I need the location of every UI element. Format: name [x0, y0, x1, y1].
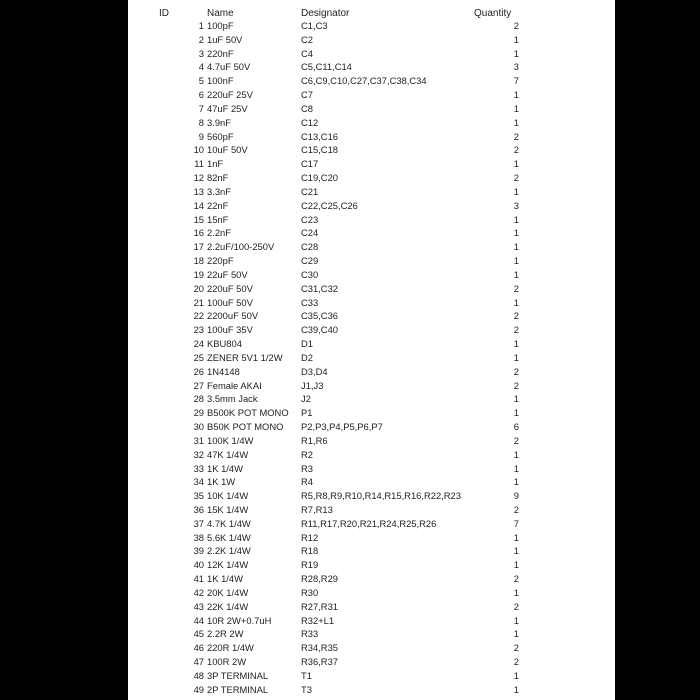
cell-id: 14	[193, 199, 204, 211]
cell-quantity: 2	[513, 573, 519, 585]
cell-id: 21	[193, 296, 204, 308]
cell-quantity: 1	[513, 338, 519, 350]
cell-name: 22K 1/4W	[207, 600, 249, 612]
cell-name: B50K POT MONO	[207, 421, 284, 433]
cell-name: 3.9nF	[207, 116, 231, 128]
cell-name: 4.7uF 50V	[207, 61, 251, 73]
cell-name: 22nF	[207, 199, 229, 211]
cell-name: 2P TERMINAL	[207, 683, 269, 695]
cell-designator: R30	[301, 586, 319, 598]
cell-designator: R28,R29	[301, 573, 339, 585]
cell-id: 46	[193, 642, 204, 654]
header-id: ID	[159, 8, 169, 19]
cell-id: 11	[194, 158, 204, 170]
cell-designator: C13,C16	[301, 130, 339, 142]
header-quantity: Quantity	[474, 8, 512, 19]
cell-name: 560pF	[207, 130, 234, 142]
table-row	[128, 462, 615, 476]
table-row	[128, 544, 615, 558]
cell-name: 2.2nF	[207, 227, 231, 239]
cell-name: 3.3nF	[207, 185, 231, 197]
table-row	[128, 268, 615, 282]
cell-id: 24	[193, 338, 204, 350]
cell-designator: R5,R8,R9,R10,R14,R15,R16,R22,R23	[301, 490, 461, 502]
cell-designator: C31,C32	[301, 282, 339, 294]
cell-name: Female AKAI	[207, 379, 262, 391]
cell-designator: C21	[301, 185, 319, 197]
cell-quantity: 1	[513, 683, 519, 695]
cell-quantity: 1	[513, 296, 519, 308]
cell-name: 220R 1/4W	[207, 642, 254, 654]
cell-id: 13	[193, 185, 204, 197]
table-row	[128, 337, 615, 351]
cell-name: 47uF 25V	[207, 102, 248, 114]
cell-quantity: 2	[513, 434, 519, 446]
table-row	[128, 641, 615, 655]
cell-designator: C28	[301, 241, 319, 253]
cell-id: 8	[198, 116, 204, 128]
cell-designator: R2	[301, 448, 313, 460]
table-row	[128, 60, 615, 74]
cell-quantity: 2	[513, 656, 519, 668]
cell-id: 37	[193, 517, 204, 529]
cell-id: 6	[198, 89, 204, 101]
cell-id: 38	[193, 531, 204, 543]
cell-designator: C17	[301, 158, 319, 170]
table-row	[128, 420, 615, 434]
table-row	[128, 517, 615, 531]
cell-quantity: 2	[513, 130, 519, 142]
table-body	[128, 19, 615, 697]
cell-name: 12K 1/4W	[207, 559, 249, 571]
cell-name: 100nF	[207, 75, 234, 87]
cell-designator: R1,R6	[301, 434, 328, 446]
cell-designator: C22,C25,C26	[301, 199, 358, 211]
cell-name: 2200uF 50V	[207, 310, 259, 322]
table-row	[128, 669, 615, 683]
cell-designator: C12	[301, 116, 319, 128]
table-row	[128, 379, 615, 393]
cell-designator: C7	[301, 89, 313, 101]
cell-designator: C6,C9,C10,C27,C37,C38,C34	[301, 75, 427, 87]
cell-name: 100uF 35V	[207, 324, 253, 336]
table-row	[128, 282, 615, 296]
cell-quantity: 3	[513, 61, 519, 73]
cell-quantity: 6	[513, 421, 519, 433]
cell-id: 5	[198, 75, 204, 87]
table-row	[128, 130, 615, 144]
cell-quantity: 1	[513, 476, 519, 488]
cell-quantity: 2	[513, 282, 519, 294]
cell-name: 10uF 50V	[207, 144, 248, 156]
table-row	[128, 185, 615, 199]
cell-name: 3P TERMINAL	[207, 669, 269, 681]
cell-id: 15	[193, 213, 204, 225]
cell-designator: R34,R35	[301, 642, 339, 654]
cell-name: 100pF	[207, 20, 234, 31]
cell-id: 17	[193, 241, 204, 253]
cell-id: 45	[193, 628, 204, 640]
cell-quantity: 1	[513, 89, 519, 101]
table-row	[128, 448, 615, 462]
table-row	[128, 503, 615, 517]
cell-quantity: 1	[513, 614, 519, 626]
cell-quantity: 1	[513, 669, 519, 681]
cell-quantity: 1	[513, 158, 519, 170]
cell-name: 2.2K 1/4W	[207, 545, 251, 557]
table-row	[128, 600, 615, 614]
cell-id: 33	[193, 462, 204, 474]
cell-quantity: 1	[513, 213, 519, 225]
table-row	[128, 143, 615, 157]
cell-id: 29	[193, 407, 204, 419]
table-row	[128, 475, 615, 489]
cell-designator: R11,R17,R20,R21,R24,R25,R26	[301, 517, 437, 529]
cell-name: 15K 1/4W	[207, 503, 249, 515]
cell-quantity: 7	[513, 517, 519, 529]
cell-designator: C15,C18	[301, 144, 339, 156]
cell-name: 220nF	[207, 47, 234, 59]
cell-quantity: 1	[513, 116, 519, 128]
table-row	[128, 240, 615, 254]
table-row	[128, 254, 615, 268]
cell-quantity: 1	[513, 268, 519, 280]
cell-id: 41	[193, 573, 204, 585]
cell-name: 100uF 50V	[207, 296, 253, 308]
cell-id: 7	[198, 102, 204, 114]
table-row	[128, 33, 615, 47]
table-row	[128, 489, 615, 503]
cell-name: 220uF 50V	[207, 282, 253, 294]
table-row	[128, 213, 615, 227]
cell-name: KBU804	[207, 338, 242, 350]
cell-designator: J2	[301, 393, 311, 405]
table-row	[128, 296, 615, 310]
cell-id: 25	[193, 351, 204, 363]
cell-quantity: 2	[513, 379, 519, 391]
cell-name: 1uF 50V	[207, 33, 243, 45]
cell-designator: C33	[301, 296, 319, 308]
cell-designator: C30	[301, 268, 319, 280]
cell-name: 220pF	[207, 255, 234, 267]
cell-name: 20K 1/4W	[207, 586, 249, 598]
cell-quantity: 1	[513, 545, 519, 557]
cell-quantity: 1	[513, 628, 519, 640]
cell-id: 3	[198, 47, 204, 59]
cell-name: 3.5mm Jack	[207, 393, 258, 405]
table-row	[128, 531, 615, 545]
cell-name: 5.6K 1/4W	[207, 531, 251, 543]
cell-id: 4	[198, 61, 204, 73]
cell-id: 34	[193, 476, 204, 488]
cell-name: 1K 1W	[207, 476, 236, 488]
cell-designator: C5,C11,C14	[301, 61, 352, 73]
cell-designator: R27,R31	[301, 600, 339, 612]
table-row	[128, 47, 615, 61]
cell-quantity: 1	[513, 227, 519, 239]
cell-designator: P1	[301, 407, 313, 419]
cell-designator: R32+L1	[301, 614, 335, 626]
cell-quantity: 2	[513, 642, 519, 654]
cell-designator: R12	[301, 531, 319, 543]
cell-name: 82nF	[207, 172, 229, 184]
cell-name: 22uF 50V	[207, 268, 248, 280]
cell-id: 42	[193, 586, 204, 598]
cell-name: B500K POT MONO	[207, 407, 289, 419]
table-row	[128, 558, 615, 572]
cell-designator: R4	[301, 476, 313, 488]
cell-id: 28	[193, 393, 204, 405]
cell-name: 10R 2W+0.7uH	[207, 614, 272, 626]
cell-id: 19	[193, 268, 204, 280]
cell-id: 16	[193, 227, 204, 239]
cell-id: 30	[193, 421, 204, 433]
cell-designator: C23	[301, 213, 319, 225]
cell-name: 1K 1/4W	[207, 573, 243, 585]
cell-id: 18	[193, 255, 204, 267]
cell-id: 31	[193, 434, 204, 446]
table-row	[128, 614, 615, 628]
table-row	[128, 323, 615, 337]
cell-designator: C29	[301, 255, 319, 267]
cell-name: 10K 1/4W	[207, 490, 249, 502]
cell-name: 100R 2W	[207, 656, 247, 668]
cell-name: 47K 1/4W	[207, 448, 249, 460]
table-row	[128, 627, 615, 641]
cell-designator: C19,C20	[301, 172, 339, 184]
cell-quantity: 1	[513, 393, 519, 405]
cell-quantity: 1	[513, 351, 519, 363]
cell-designator: D1	[301, 338, 313, 350]
cell-id: 12	[193, 172, 204, 184]
cell-designator: C4	[301, 47, 313, 59]
cell-id: 40	[193, 559, 204, 571]
cell-designator: J1,J3	[301, 379, 324, 391]
bom-sheet	[128, 0, 615, 700]
cell-id: 44	[193, 614, 204, 626]
cell-name: 2.2uF/100-250V	[207, 241, 275, 253]
cell-id: 27	[193, 379, 204, 391]
cell-name: 2.2R 2W	[207, 628, 244, 640]
cell-quantity: 2	[513, 310, 519, 322]
cell-quantity: 2	[513, 144, 519, 156]
cell-id: 20	[193, 282, 204, 294]
cell-id: 43	[193, 600, 204, 612]
cell-designator: D3,D4	[301, 365, 328, 377]
table-row	[128, 19, 615, 33]
cell-quantity: 3	[513, 199, 519, 211]
header-designator: Designator	[301, 8, 350, 19]
cell-quantity: 1	[513, 531, 519, 543]
cell-quantity: 1	[513, 185, 519, 197]
table-row	[128, 309, 615, 323]
cell-name: 15nF	[207, 213, 229, 225]
cell-designator: R19	[301, 559, 319, 571]
table-row	[128, 88, 615, 102]
cell-designator: R18	[301, 545, 319, 557]
cell-name: ZENER 5V1 1/2W	[207, 351, 283, 363]
cell-id: 10	[193, 144, 204, 156]
table-row	[128, 434, 615, 448]
cell-id: 36	[193, 503, 204, 515]
table-row	[128, 365, 615, 379]
cell-designator: T1	[301, 669, 312, 681]
cell-id: 22	[193, 310, 204, 322]
cell-name: 100K 1/4W	[207, 434, 254, 446]
table-row	[128, 406, 615, 420]
cell-id: 39	[193, 545, 204, 557]
cell-quantity: 1	[513, 33, 519, 45]
cell-designator: C2	[301, 33, 313, 45]
cell-quantity: 2	[513, 600, 519, 612]
cell-designator: C24	[301, 227, 319, 239]
cell-quantity: 1	[513, 407, 519, 419]
cell-name: 220uF 25V	[207, 89, 253, 101]
header-name: Name	[207, 8, 234, 19]
cell-id: 49	[193, 683, 204, 695]
table-row	[128, 171, 615, 185]
table-row	[128, 392, 615, 406]
table-row	[128, 74, 615, 88]
table-row	[128, 683, 615, 697]
table-row	[128, 199, 615, 213]
cell-designator: R33	[301, 628, 319, 640]
cell-quantity: 2	[513, 20, 519, 31]
cell-quantity: 1	[513, 586, 519, 598]
cell-designator: R36,R37	[301, 656, 339, 668]
cell-quantity: 2	[513, 365, 519, 377]
cell-quantity: 2	[513, 324, 519, 336]
table-row	[128, 226, 615, 240]
cell-id: 23	[193, 324, 204, 336]
table-row	[128, 157, 615, 171]
cell-quantity: 1	[513, 255, 519, 267]
cell-quantity: 1	[513, 47, 519, 59]
cell-designator: C1,C3	[301, 20, 328, 31]
cell-designator: C39,C40	[301, 324, 339, 336]
cell-id: 48	[193, 669, 204, 681]
cell-id: 2	[198, 33, 204, 45]
cell-id: 32	[193, 448, 204, 460]
cell-quantity: 7	[513, 75, 519, 87]
cell-name: 1K 1/4W	[207, 462, 243, 474]
table-row	[128, 351, 615, 365]
cell-designator: C35,C36	[301, 310, 339, 322]
cell-id: 9	[198, 130, 204, 142]
cell-quantity: 1	[513, 448, 519, 460]
cell-designator: R3	[301, 462, 313, 474]
table-row	[128, 655, 615, 669]
table-row	[128, 116, 615, 130]
cell-id: 1	[198, 20, 204, 31]
cell-quantity: 1	[513, 102, 519, 114]
cell-id: 47	[193, 656, 204, 668]
cell-designator: P2,P3,P4,P5,P6,P7	[301, 421, 383, 433]
cell-name: 1N4148	[207, 365, 240, 377]
cell-name: 1nF	[207, 158, 224, 170]
cell-quantity: 1	[513, 559, 519, 571]
table-row	[128, 586, 615, 600]
cell-quantity: 2	[513, 172, 519, 184]
cell-id: 35	[193, 490, 204, 502]
cell-designator: D2	[301, 351, 313, 363]
cell-designator: T3	[301, 683, 312, 695]
cell-designator: C8	[301, 102, 313, 114]
cell-quantity: 9	[513, 490, 519, 502]
table-row	[128, 572, 615, 586]
cell-name: 4.7K 1/4W	[207, 517, 251, 529]
cell-id: 26	[193, 365, 204, 377]
cell-quantity: 1	[513, 462, 519, 474]
table-row	[128, 102, 615, 116]
cell-quantity: 2	[513, 503, 519, 515]
cell-quantity: 1	[513, 241, 519, 253]
cell-designator: R7,R13	[301, 503, 333, 515]
